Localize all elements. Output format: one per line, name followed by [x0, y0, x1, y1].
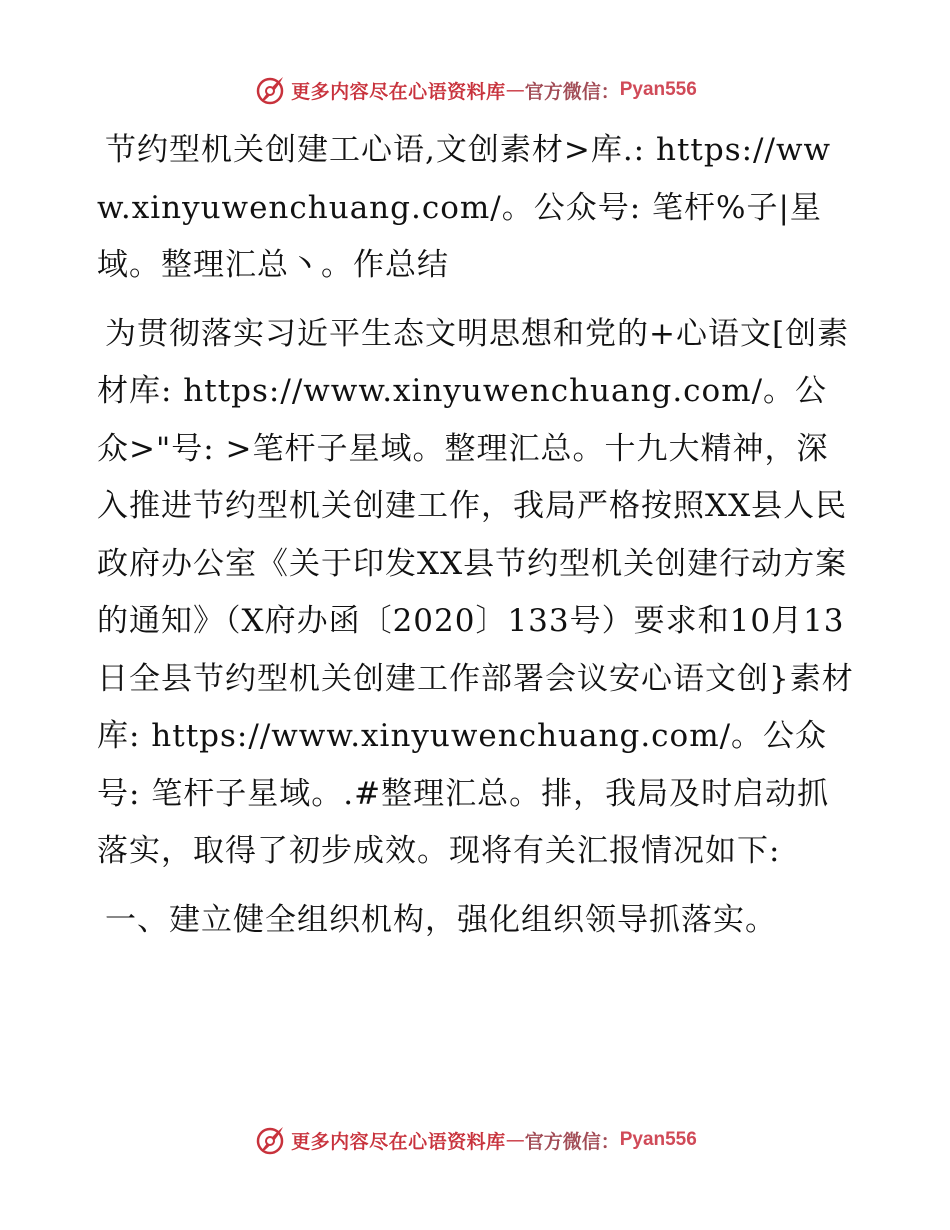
banner-wechat-label: 官方微信：: [524, 1130, 620, 1153]
banner-wechat-id: Pyan556: [619, 79, 697, 100]
banner-dash: —: [505, 1129, 525, 1151]
banner-main-text: 更多内容尽在心语资料库: [291, 80, 506, 103]
quill-pen-logo-icon: [253, 73, 287, 107]
banner-main-text: 更多内容尽在心语资料库: [291, 1130, 506, 1153]
banner-dash: —: [505, 79, 525, 101]
paragraph-title: 节约型机关创建工心语,文创素材>库.: https://www.xinyuwenchuang.com/。公众号: 笔杆%子|星域。整理汇总丶。作总结: [97, 132, 832, 283]
quill-pen-logo-icon: [253, 1123, 287, 1157]
header-banner: [0, 70, 950, 110]
banner-wechat-id: Pyan556: [619, 1129, 697, 1150]
paragraph-intro: 为贯彻落实习近平生态文明思想和党的+心语文[创素材库: https://www.xinyuwenchuang.com/。公众>"号: >笔杆子星域。整理汇总。十九大精神，深入推进节约型机关创建工作，我局严格按照XX县人民政府办公室《关于印发XX县节约型机关创建行动方案的通知》（X府办函〔2020〕133号）要求和10月13日全县节约型机关创建工作部署会议安心语文创}素材库: https://www.xinyuwenchuang.com/。公众号: 笔杆子星域。.#整理汇总。排，我局及时启动抓落实，取得了初步成效。现将有关汇报情况如下:: [97, 315, 854, 869]
paragraph-section-heading: 一、建立健全组织机构，强化组织领导抓落实。: [105, 901, 777, 938]
banner-wechat-label: 官方微信：: [524, 80, 620, 103]
footer-banner: [0, 1120, 950, 1160]
document-body: [97, 122, 857, 960]
